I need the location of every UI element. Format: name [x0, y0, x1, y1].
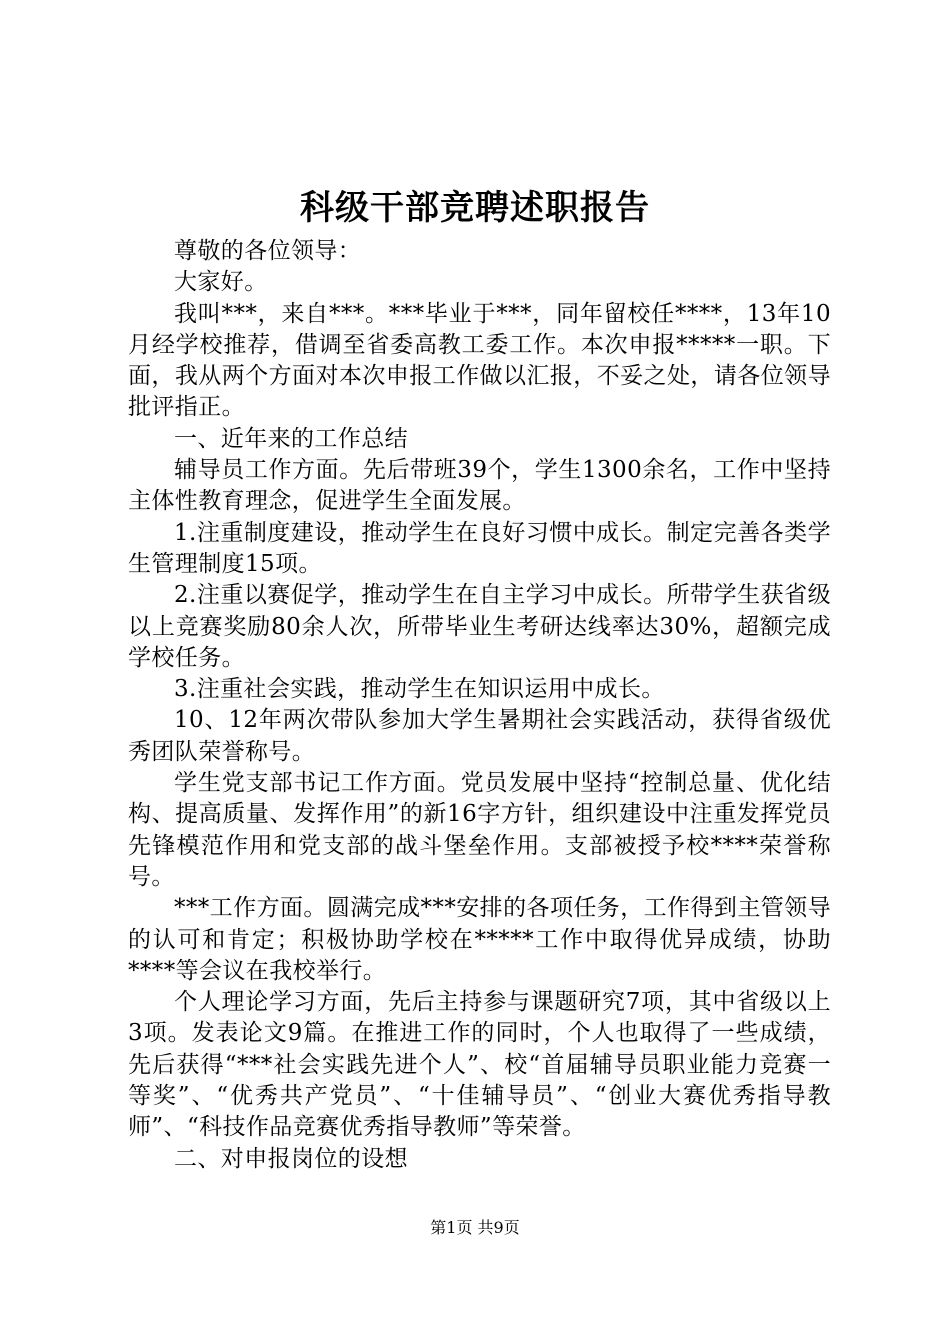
section-heading-work-summary: 一、近年来的工作总结 — [174, 425, 408, 452]
paragraph-greeting: 大家好。 — [174, 269, 268, 296]
paragraph-item-1: 1.注重制度建设，推动学生在良好习惯中成长。制定完善各类学生管理制度15项。 — [128, 519, 831, 577]
paragraph-item-3: 3.注重社会实践，推动学生在知识运用中成长。 — [174, 676, 665, 703]
paragraph-assigned-work: ***工作方面。圆满完成***安排的各项任务，工作得到主管领导的认可和肯定；积极协助学校在*****工作中取得优异成绩，协助****等会议在我校举行。 — [128, 895, 831, 984]
section-heading-position-plan: 二、对申报岗位的设想 — [174, 1145, 408, 1172]
document-title: 科级干部竞聘述职报告 — [300, 188, 650, 228]
document-body — [128, 236, 831, 1175]
paragraph-counselor-work: 辅导员工作方面。先后带班39个，学生1300余名，工作中坚持主体性教育理念，促进学生全面发展。 — [128, 457, 831, 515]
paragraph-item-2: 2.注重以赛促学，推动学生在自主学习中成长。所带学生获省级以上竞赛奖励80余人次，所带毕业生考研达线率达30%，超额完成学校任务。 — [128, 582, 831, 671]
page-footer: 第1页 共9页 — [430, 1218, 520, 1237]
paragraph-salutation: 尊敬的各位领导： — [174, 238, 362, 264]
paragraph-social-practice: 10、12年两次带队参加大学生暑期社会实践活动，获得省级优秀团队荣誉称号。 — [128, 707, 831, 765]
paragraph-theory-study: 个人理论学习方面，先后主持参与课题研究7项，其中省级以上3项。发表论文9篇。在推进工作的同时，个人也取得了一些成绩，先后获得“***社会实践先进个人”、校“首届辅导员职业能力竞赛一等奖”、“优秀共产党员”、“十佳辅导员”、“创业大赛优秀指导教师”、“科技作品竞赛优秀指导教师”等荣誉。 — [128, 989, 831, 1141]
paragraph-introduction: 我叫***，来自***。***毕业于***，同年留校任****，13年10月经学校推荐，借调至省委高教工委工作。本次申报*****一职。下面，我从两个方面对本次申报工作做以汇报，不妥之处，请各位领导批评指正。 — [128, 300, 831, 421]
paragraph-party-branch: 学生党支部书记工作方面。党员发展中坚持“控制总量、优化结构、提高质量、发挥作用”的新16字方针，组织建设中注重发挥党员先锋模范作用和党支部的战斗堡垒作用。支部被授予校****荣誉称号。 — [128, 770, 831, 890]
